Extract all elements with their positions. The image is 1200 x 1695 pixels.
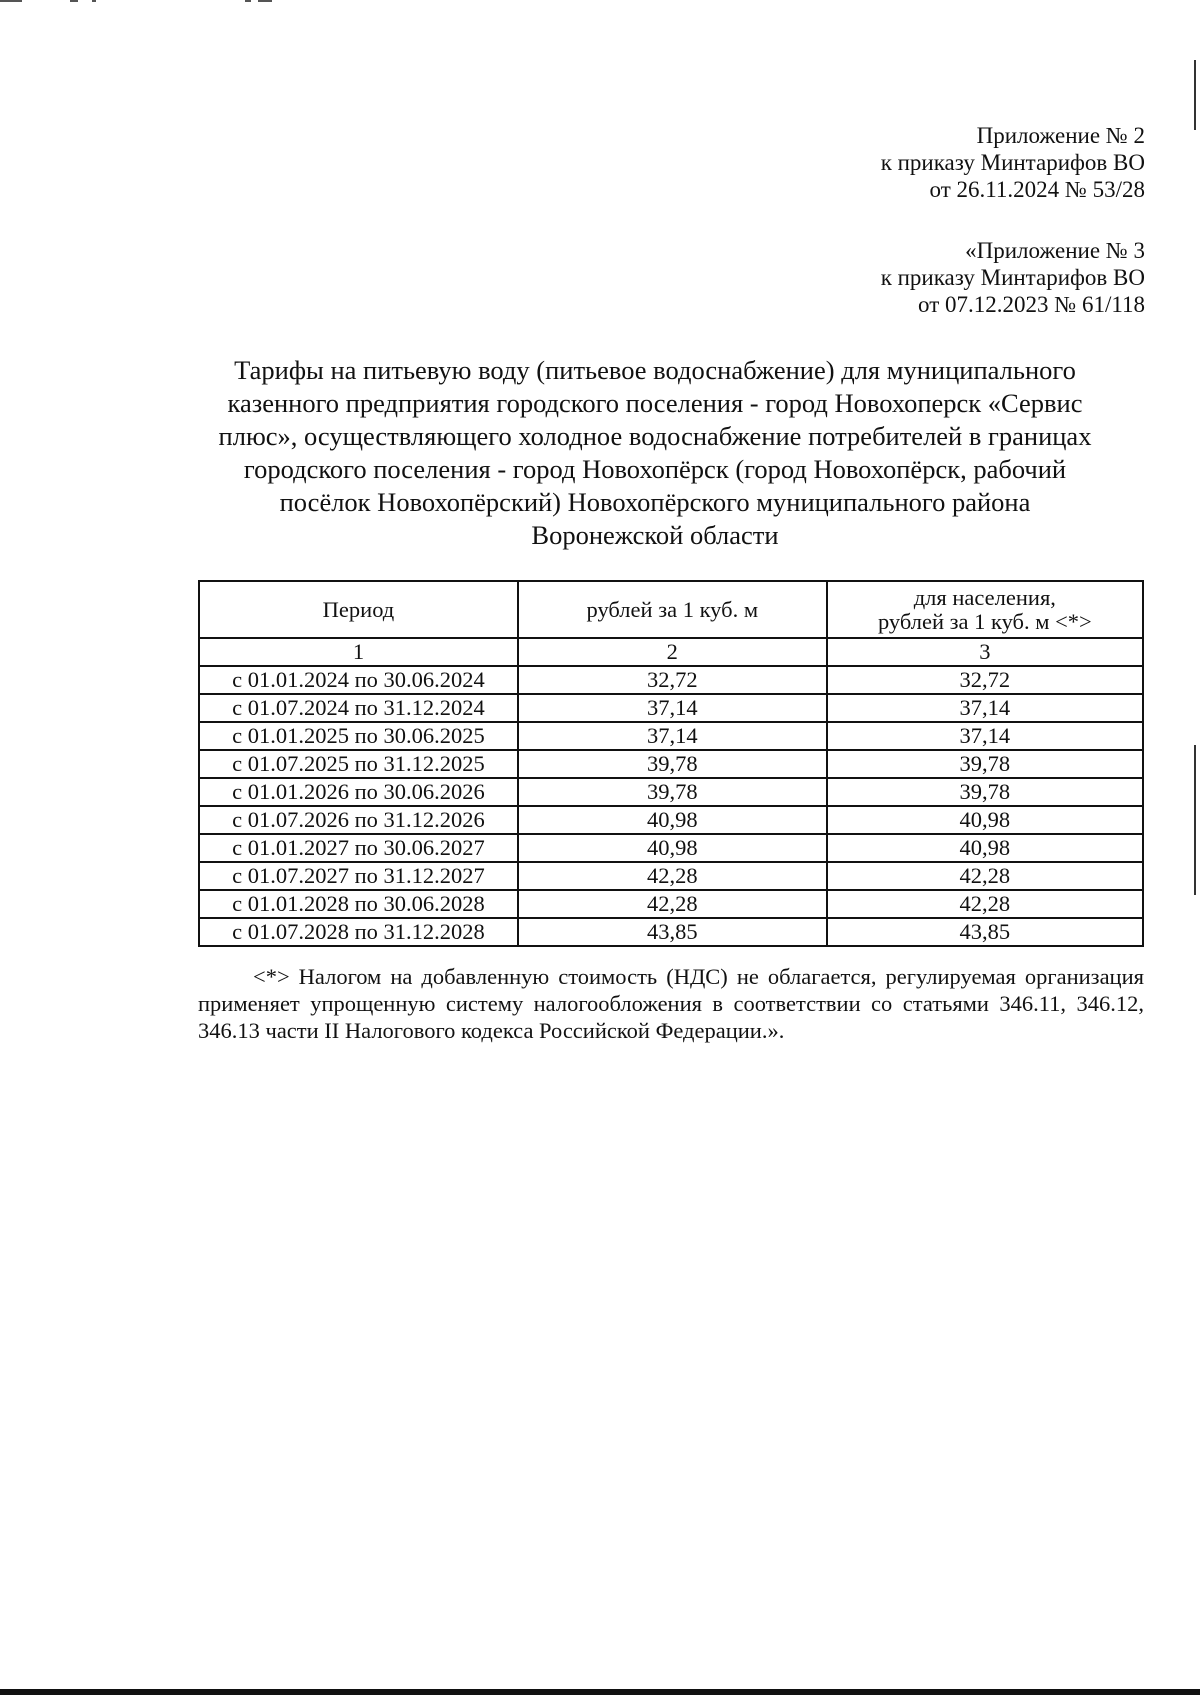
title-line: Тарифы на питьевую воду (питьевое водоснабжение) для муниципального <box>234 355 1076 385</box>
rate-cell: 37,14 <box>518 694 827 722</box>
period-cell: с 01.01.2024 по 30.06.2024 <box>199 666 518 694</box>
column-number: 2 <box>518 638 827 666</box>
footnote-text: <*> Налогом на добавленную стоимость (НДС) не облагается, регулируемая организация применяет упрощенную систему налогообложения в соответствии со статьями 346.11, 346.12, 346.13 части II Налогового кодекса Российской Федерации.». <box>198 964 1144 1043</box>
title-line: казенного предприятия городского поселения - город Новохоперск «Сервис <box>227 388 1083 418</box>
period-cell: с 01.07.2025 по 31.12.2025 <box>199 750 518 778</box>
population-rate-cell: 39,78 <box>827 778 1143 806</box>
period-cell: с 01.07.2024 по 31.12.2024 <box>199 694 518 722</box>
appendix-order-ref: к приказу Минтарифов ВО <box>880 150 1145 175</box>
population-rate-cell: 40,98 <box>827 806 1143 834</box>
header-population-rate <box>827 581 1143 638</box>
scan-edge-bottom <box>0 1689 1200 1695</box>
population-rate-cell: 40,98 <box>827 834 1143 862</box>
rate-cell: 43,85 <box>518 918 827 946</box>
population-rate-cell: 43,85 <box>827 918 1143 946</box>
header-period: Период <box>199 581 518 638</box>
title-line: Воронежской области <box>531 520 779 550</box>
appendix-number: «Приложение № 3 <box>965 238 1145 263</box>
appendix-header-new <box>881 122 1145 203</box>
rate-cell: 40,98 <box>518 806 827 834</box>
title-line: посёлок Новохопёрский) Новохопёрского муниципального района <box>279 487 1031 517</box>
table-row <box>199 750 1143 778</box>
appendix-number: Приложение № 2 <box>976 123 1145 148</box>
population-rate-cell: 32,72 <box>827 666 1143 694</box>
header-population-line1: для населения, <box>913 584 1056 610</box>
period-cell: с 01.07.2027 по 31.12.2027 <box>199 862 518 890</box>
table-row <box>199 834 1143 862</box>
title-line: плюс», осуществляющего холодное водоснабжение потребителей в границах <box>218 421 1092 451</box>
rate-cell: 40,98 <box>518 834 827 862</box>
document-title <box>185 354 1125 552</box>
rate-cell: 37,14 <box>518 722 827 750</box>
scan-edge-top <box>0 0 1200 3</box>
column-number: 3 <box>827 638 1143 666</box>
scan-edge-right <box>1194 60 1196 130</box>
period-cell: с 01.07.2028 по 31.12.2028 <box>199 918 518 946</box>
rate-cell: 39,78 <box>518 778 827 806</box>
scan-edge-right <box>1194 745 1196 895</box>
vat-footnote <box>198 963 1144 1044</box>
period-cell: с 01.01.2025 по 30.06.2025 <box>199 722 518 750</box>
table-row <box>199 694 1143 722</box>
population-rate-cell: 37,14 <box>827 694 1143 722</box>
population-rate-cell: 42,28 <box>827 862 1143 890</box>
header-rubles-per-m3: рублей за 1 куб. м <box>518 581 827 638</box>
rate-cell: 42,28 <box>518 890 827 918</box>
appendix-order-date: от 26.11.2024 № 53/28 <box>929 177 1145 202</box>
rate-cell: 39,78 <box>518 750 827 778</box>
period-cell: с 01.01.2026 по 30.06.2026 <box>199 778 518 806</box>
population-rate-cell: 39,78 <box>827 750 1143 778</box>
table-row <box>199 862 1143 890</box>
population-rate-cell: 42,28 <box>827 890 1143 918</box>
rate-cell: 42,28 <box>518 862 827 890</box>
table-row <box>199 666 1143 694</box>
table-column-numbers-row <box>199 638 1143 666</box>
title-line: городского поселения - город Новохопёрск (город Новохопёрск, рабочий <box>243 454 1067 484</box>
table-header-row <box>199 581 1143 638</box>
column-number: 1 <box>199 638 518 666</box>
table-row <box>199 918 1143 946</box>
period-cell: с 01.01.2027 по 30.06.2027 <box>199 834 518 862</box>
table-row <box>199 890 1143 918</box>
table-row <box>199 722 1143 750</box>
period-cell: с 01.01.2028 по 30.06.2028 <box>199 890 518 918</box>
appendix-header-old <box>881 237 1145 318</box>
table-row <box>199 806 1143 834</box>
table-row <box>199 778 1143 806</box>
period-cell: с 01.07.2026 по 31.12.2026 <box>199 806 518 834</box>
population-rate-cell: 37,14 <box>827 722 1143 750</box>
header-population-line2: рублей за 1 куб. м <*> <box>877 608 1092 634</box>
appendix-order-ref: к приказу Минтарифов ВО <box>880 265 1145 290</box>
appendix-order-date: от 07.12.2023 № 61/118 <box>918 292 1145 317</box>
rate-cell: 32,72 <box>518 666 827 694</box>
tariffs-table <box>198 580 1144 947</box>
